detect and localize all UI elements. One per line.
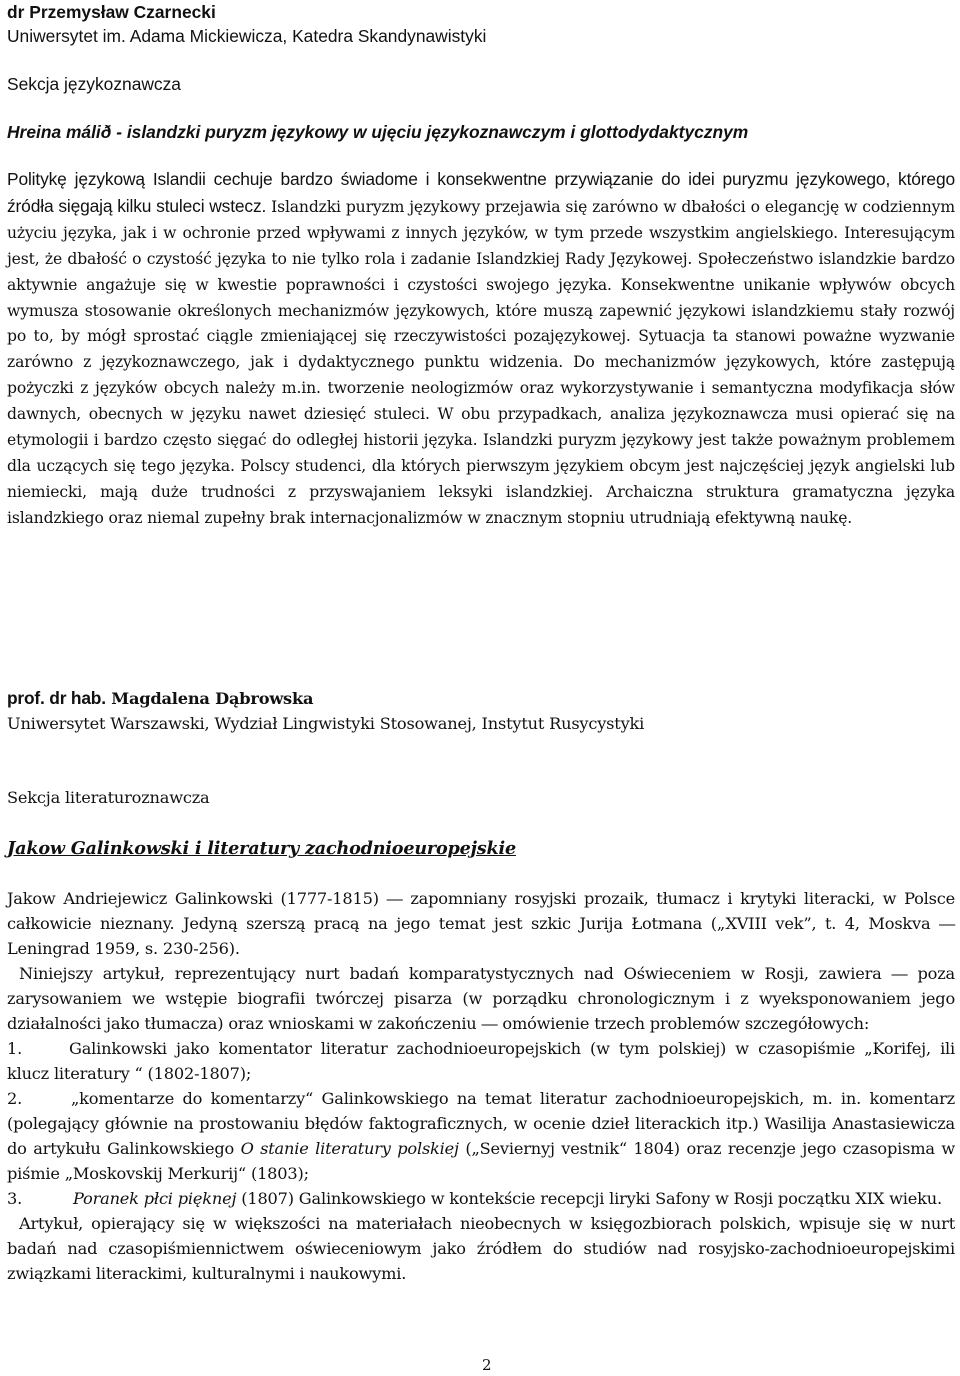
abstract-paragraph: Niniejszy artykuł, reprezentujący nurt badań komparatystycznych nad Oświeceniem w Rosji, zawiera ― poza zarysowaniem we wstępie biografii twórczej pisarza (w porządku chronologicznym i z wyeksponowaniem jego działalności jako tłumacza) oraz wnioskami w zakończeniu ― omówienie trzech problemów szczegółowych: (7, 964, 955, 1033)
author-fullname: Magdalena Dąbrowska (105, 689, 314, 708)
list-text: Galinkowski jako komentator literatur zachodnioeuropejskich (w tym polskiej) w czasopiśmie „Korifej, ili klucz literatury “ (1802-1807); (7, 1039, 955, 1083)
abstract-paragraph: Artykuł, opierający się w większości na materiałach nieobecnych w księgozbiorach polskich, wpisuje się w nurt badań nad czasopiśmiennictwem oświeceniowym jako źródłem do studiów nad rosyjsko-zachodnioeuropejskimi związkami literackimi, kulturalnymi i naukowymi. (7, 1214, 955, 1283)
paper-title: Jakow Galinkowski i literatury zachodnioeuropejskie (7, 838, 516, 859)
abstract-dabrowska (7, 686, 955, 1286)
abstract-czarnecki (7, 0, 955, 532)
paper-title: Hreina málið - islandzki puryzm językowy w ujęciu językoznawczym i glottodydaktycznym (7, 122, 749, 142)
section-label: Sekcja literaturoznawcza (7, 788, 210, 807)
text-run: Interesującym jest, że dbałość o czystość języka to nie tylko rola i zadanie Islandzkiej Rady Językowej. Społeczeństwo islandzkie bardzo aktywnie angażuje się w kwestie poprawności i czystości swojego języka. Konsekwentne unikanie wpływów obcych wymusza stosowanie określonych mechanizmów językowych, które muszą zapewnić językowi islandzkiemu stały rozwój po to, by mógł sprostać ciągle zmieniającej się rzeczywistości pozajęzykowej. Sytuacja ta stanowi poważne wyzwanie zarówno z językoznawczego, jak i dydaktycznego punktu widzenia. Do mechanizmów językowych, które zastępują pożyczki z języków obcych należy m.in. tworzenie neologizmów oraz wykorzystywanie i semantyczna modyfikacja słów dawnych, obecnych w języku nawet dziesięć stuleci. W obu przypadkach, analiza językoznawcza musi opierać się na etymologii i bardzo często sięgać do odległej historii języka. Islandzki puryzm językowy jest także poważnym problemem dla uczących się tego języka. Polscy studenci, dla których pierwszym językiem obcym jest najczęściej język angielski lub niemiecki, mają duże trudności z przyswajaniem leksyki islandzkiej. Archaiczna struktura gramatyczna języka islandzkiego oraz niemal zupełny brak internacjonalizmów w znacznym stopniu utrudniają efektywną naukę. (7, 223, 955, 527)
academic-title: prof. dr hab. (7, 688, 106, 708)
document-page (7, 0, 955, 1283)
list-item (7, 1186, 955, 1211)
section-label: Sekcja językoznawcza (7, 74, 181, 94)
list-number: 3. (7, 1189, 23, 1208)
page-number: 2 (482, 1356, 492, 1374)
author-name: dr Przemysław Czarnecki (7, 2, 216, 22)
abstract-paragraph: Jakow Andriejewicz Galinkowski (1777-1815) ― zapomniany rosyjski prozaik, tłumacz i krytyki literacki, w Polsce całkowicie nieznany. Jedyną szerszą pracą na jego temat jest szkic Jurija Łotmana („XVIII vek”, t. 4, Moskva ― Leningrad 1959, s. 230-256). (7, 889, 955, 958)
list-number: 2. (7, 1089, 23, 1108)
abstract-body (7, 167, 955, 532)
text-run: Politykę językową Islandii cechuje bardzo świadome i konsekwentne przywiązanie do idei puryzmu językowego, którego źródła sięgają kilku stuleci wstecz. (7, 169, 955, 216)
list-text (73, 1189, 942, 1208)
text-run: („Seviernyj vestnik“ 1804) oraz recenzje jego czasopisma w piśmie „Moskovskij Merkurij“ (1803); (7, 1139, 955, 1183)
text-run: O stanie literatury polskiej (240, 1139, 459, 1158)
text-run: (1807) Galinkowskiego w kontekście recepcji liryki Safony w Rosji początku XIX wieku. (236, 1189, 942, 1208)
text-run: Islandzki puryzm językowy przejawia się zarówno w dbałości o elegancję w codziennym użyciu języka, jak i w ochronie przed wpływami z innych języków, w tym przede wszystkim angielskiego. (7, 197, 955, 242)
list-text (7, 1089, 955, 1183)
text-run: Poranek płci pięknej (73, 1189, 237, 1208)
list-number: 1. (7, 1039, 23, 1058)
author-name (7, 686, 955, 711)
list-item (7, 1036, 955, 1086)
text-run: „komentarze do komentarzy“ Galinkowskiego na temat literatur zachodnioeuropejskich, m. in. komentarz (polegający głównie na prostowaniu błędów faktograficznych, w ocenie dzieł literackich itp.) Wasilija Anastasiewicza do artykułu Galinkowskiego (7, 1089, 955, 1158)
author-affiliation: Uniwersytet Warszawski, Wydział Lingwistyki Stosowanej, Instytut Rusycystyki (7, 714, 645, 733)
author-affiliation: Uniwersytet im. Adama Mickiewicza, Katedra Skandynawistyki (7, 26, 487, 46)
list-item (7, 1086, 955, 1186)
